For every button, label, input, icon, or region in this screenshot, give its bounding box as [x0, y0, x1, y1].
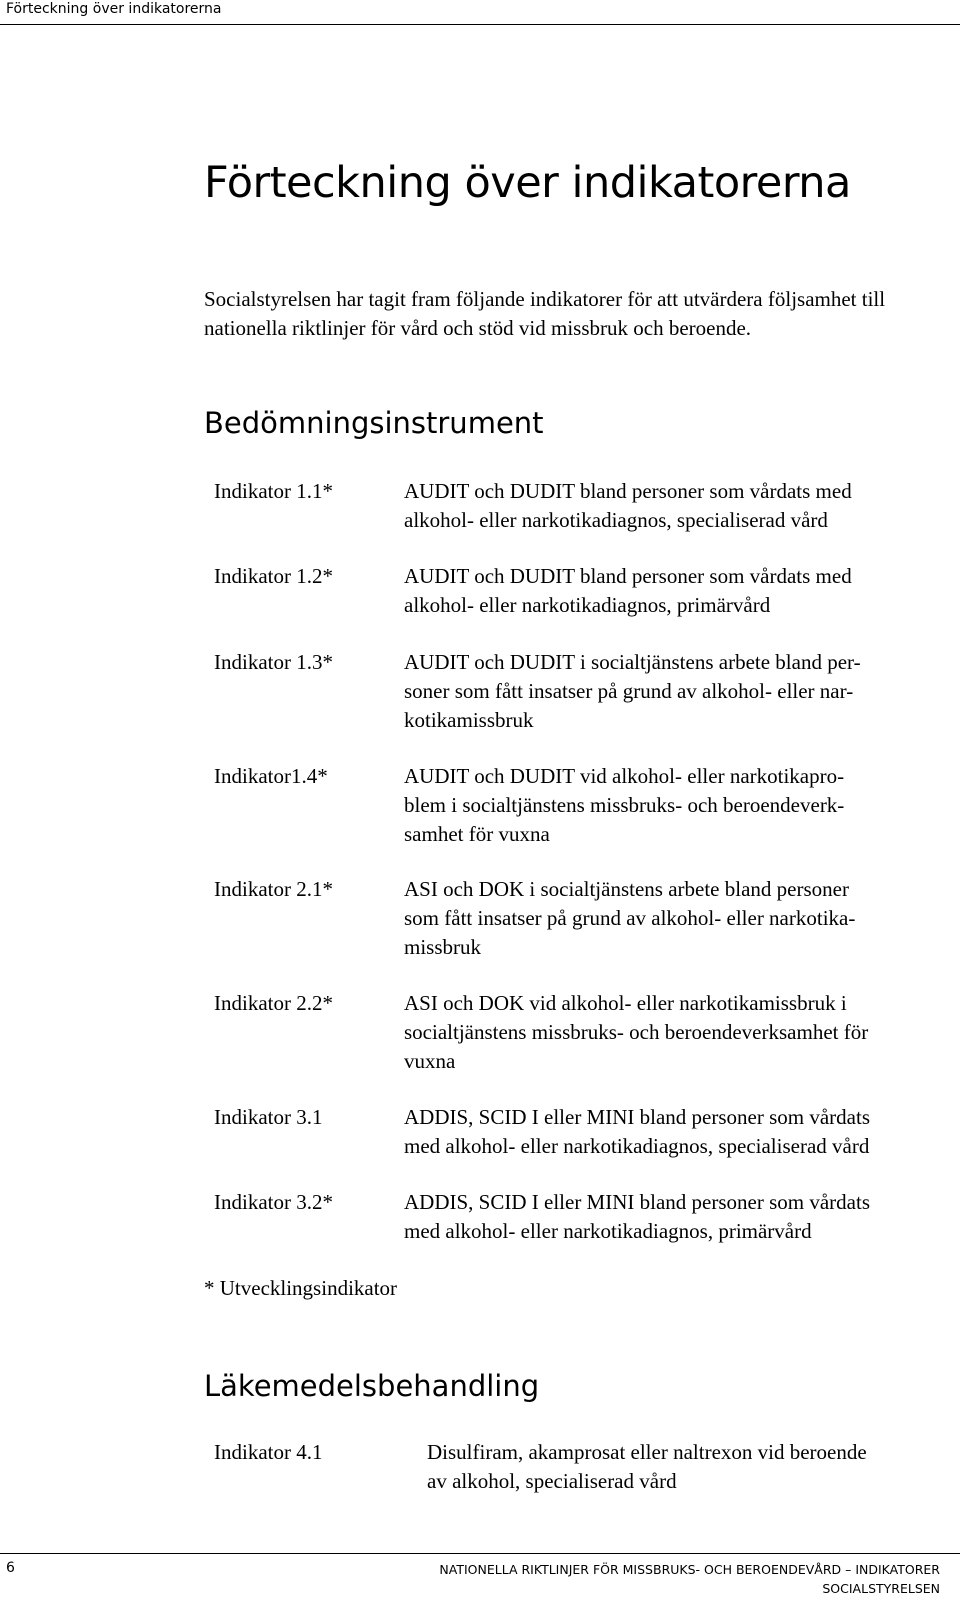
intro-paragraph: Socialstyrelsen har tagit fram följande indikatorer för att utvärdera följsamhet till nationella riktlinjer för vård och stöd vid missbruk och beroende.: [204, 287, 886, 340]
footer-rule: [0, 1553, 960, 1554]
indicator-description: ASI och DOK vid alkohol- eller narkotikamissbruk i socialtjänstens missbruks- och beroendeverksamhet för vuxna: [404, 991, 869, 1073]
indicator-description: AUDIT och DUDIT i socialtjänstens arbete bland per- soner som fått insatser på grund av alkohol- eller nar- kotikamissbruk: [404, 650, 861, 732]
indicator-label: Indikator 4.1: [214, 1440, 323, 1464]
indicator-label: Indikator 2.2*: [214, 991, 333, 1015]
footer-text: NATIONELLA RIKTLINJER FÖR MISSBRUKS- OCH BEROENDEVÅRD – INDIKATORER SOCIALSTYRELSEN: [439, 1562, 940, 1596]
indicator-label: Indikator1.4*: [214, 764, 328, 788]
indicator-label: Indikator 3.2*: [214, 1190, 333, 1214]
section-heading-lakemedelsbehandling: Läkemedelsbehandling: [204, 1369, 540, 1403]
indicator-description: AUDIT och DUDIT vid alkohol- eller narkotikapro- blem i socialtjänstens missbruks- och beroendeverk- samhet för vuxna: [404, 764, 845, 846]
footnote: * Utvecklingsindikator: [204, 1276, 398, 1300]
page-title: Förteckning över indikatorerna: [204, 158, 851, 208]
indicator-label: Indikator 1.2*: [214, 564, 333, 588]
indicator-description: ADDIS, SCID I eller MINI bland personer som vårdats med alkohol- eller narkotikadiagnos, primärvård: [404, 1190, 870, 1243]
indicator-description: AUDIT och DUDIT bland personer som vårdats med alkohol- eller narkotikadiagnos, specialiserad vård: [404, 479, 852, 532]
indicator-description: ASI och DOK i socialtjänstens arbete bland personer som fått insatser på grund av alkohol- eller narkotika- missbruk: [404, 877, 856, 959]
section-heading-bedomningsinstrument: Bedömningsinstrument: [204, 406, 544, 440]
indicator-description: AUDIT och DUDIT bland personer som vårdats med alkohol- eller narkotikadiagnos, primärvård: [404, 564, 852, 617]
running-head: Förteckning över indikatorerna: [6, 1, 222, 17]
indicator-label: Indikator 2.1*: [214, 877, 333, 901]
page-number: 6: [6, 1560, 15, 1576]
indicator-label: Indikator 3.1: [214, 1105, 323, 1129]
indicator-description: ADDIS, SCID I eller MINI bland personer som vårdats med alkohol- eller narkotikadiagnos, specialiserad vård: [404, 1105, 870, 1158]
indicator-description: Disulfiram, akamprosat eller naltrexon vid beroende av alkohol, specialiserad vård: [427, 1440, 867, 1493]
indicator-label: Indikator 1.3*: [214, 650, 333, 674]
header-rule: [0, 24, 960, 25]
indicator-label: Indikator 1.1*: [214, 479, 333, 503]
